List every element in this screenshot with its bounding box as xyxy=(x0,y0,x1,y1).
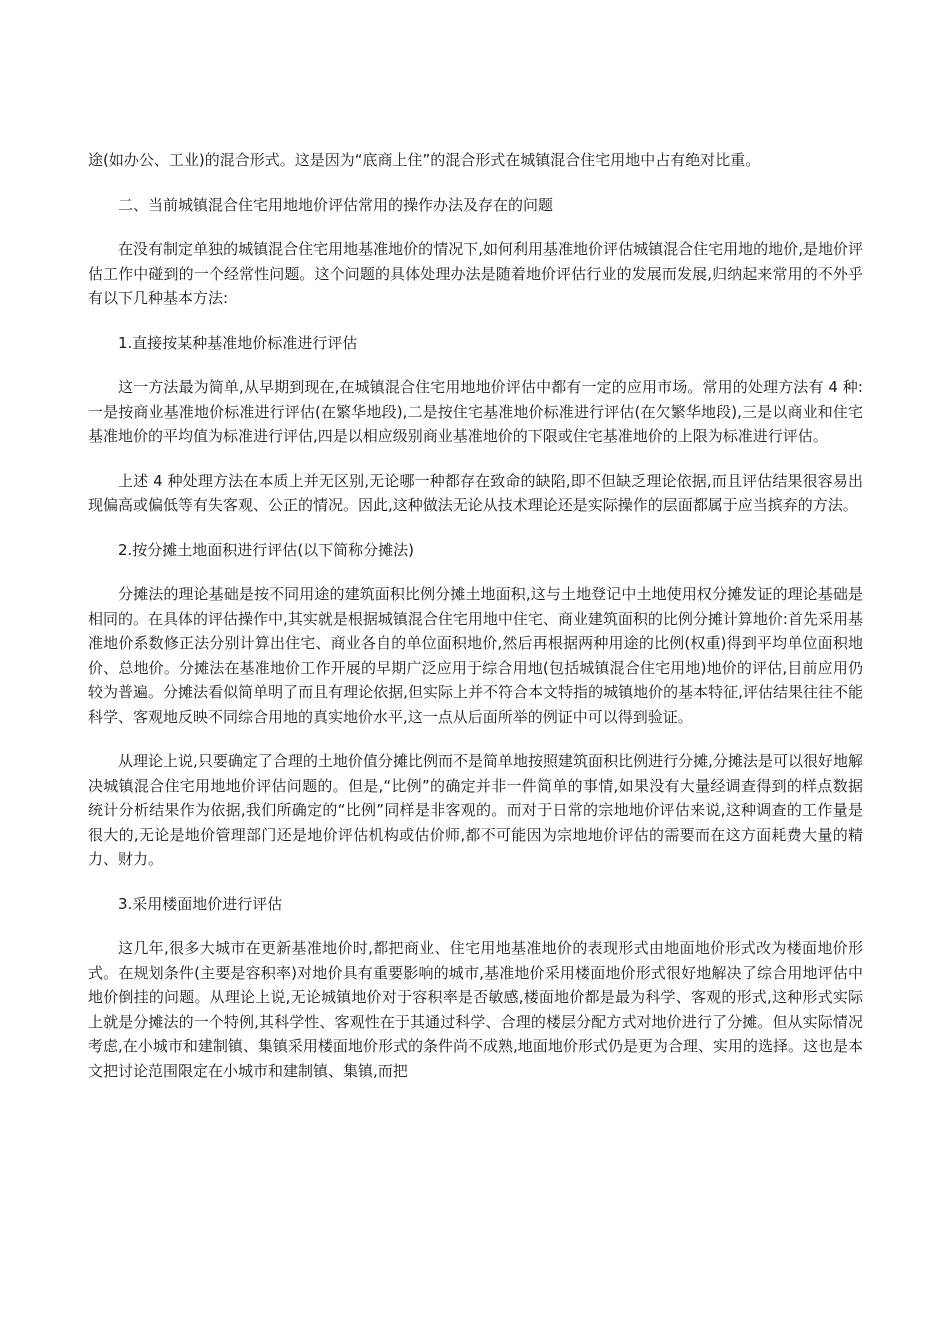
document-page xyxy=(88,148,863,1083)
subheading-method-1: 1.直接按某种基准地价标准进行评估 xyxy=(118,333,358,352)
paragraph-method-2-desc: 分摊法的理论基础是按不同用途的建筑面积比例分摊土地面积,这与土地登记中土地使用权分摊发证的理论基础是相同的。在具体的评估操作中,其实就是根据城镇混合住宅用地中住宅、商业建筑面积的比例分摊计算地价:首先采用基准地价系数修正法分别计算出住宅、商业各自的单位面积地价,然后再根据两种用途的比例(权重)得到平均单位面积地价、总地价。分摊法在基准地价工作开展的早期广泛应用于综合用地(包括城镇混合住宅用地)地价的评估,目前应用仍较为普遍。分摊法看似简单明了而且有理论依据,但实际上并不符合本文特指的城镇地价的基本特征,评估结果往往不能科学、客观地反映不同综合用地的真实地价水平,这一点从后面所举的例证中可以得到验证。 xyxy=(88,585,863,726)
paragraph-intro: 在没有制定单独的城镇混合住宅用地基准地价的情况下,如何利用基准地价评估城镇混合住宅用地的地价,是地价评估工作中碰到的一个经常性问题。这个问题的具体处理办法是随着地价评估行业的发展而发展,归纳起来常用的不外乎有以下几种基本方法: xyxy=(88,240,863,307)
subheading-method-3: 3.采用楼面地价进行评估 xyxy=(118,894,283,913)
section-heading-2: 二、当前城镇混合住宅用地地价评估常用的操作办法及存在的问题 xyxy=(118,195,554,214)
paragraph-method-3-desc: 这几年,很多大城市在更新基准地价时,都把商业、住宅用地基准地价的表现形式由地面地价形式改为楼面地价形式。在规划条件(主要是容积率)对地价具有重要影响的城市,基准地价采用楼面地价形式很好地解决了综合用地评估中地价倒挂的问题。从理论上说,无论城镇地价对于容积率是否敏感,楼面地价都是最为科学、客观的形式,这种形式实际上就是分摊法的一个特例,其科学性、客观性在于其通过科学、合理的楼层分配方式对地价进行了分摊。但从实际情况考虑,在小城市和建制镇、集镇采用楼面地价形式的条件尚不成熟,地面地价形式仍是更为合理、实用的选择。这也是本文把讨论范围限定在小城市和建制镇、集镇,而把 xyxy=(88,939,863,1080)
paragraph-method-2-critique: 从理论上说,只要确定了合理的土地价值分摊比例而不是简单地按照建筑面积比例进行分摊,分摊法是可以很好地解决城镇混合住宅用地地价评估问题的。但是,“比例”的确定并非一件简单的事情,如果没有大量经调查得到的样点数据统计分析结果作为依据,我们所确定的“比例”同样是非客观的。而对于日常的宗地地价评估来说,这种调查的工作量是很大的,无论是地价管理部门还是地价评估机构或估价师,都不可能因为宗地地价评估的需要而在这方面耗费大量的精力、财力。 xyxy=(88,752,863,868)
paragraph-continuation: 途(如办公、工业)的混合形式。这是因为“底商上住”的混合形式在城镇混合住宅用地中占有绝对比重。 xyxy=(88,151,761,169)
paragraph-method-1-critique: 上述 4 种处理方法在本质上并无区别,无论哪一种都存在致命的缺陷,即不但缺乏理论依据,而且评估结果很容易出现偏高或偏低等有失客观、公正的情况。因此,这种做法无论从技术理论还是实际操作的层面都属于应当摈弃的方法。 xyxy=(88,471,863,514)
subheading-method-2: 2.按分摊土地面积进行评估(以下简称分摊法) xyxy=(118,540,415,559)
paragraph-method-1-desc: 这一方法最为简单,从早期到现在,在城镇混合住宅用地地价评估中都有一定的应用市场。常用的处理方法有 4 种:一是按商业基准地价标准进行评估(在繁华地段),二是按住宅基准地价标准进行评估(在欠繁华地段),三是以商业和住宅基准地价的平均值为标准进行评估,四是以相应级别商业基准地价的下限或住宅基准地价的上限为标准进行评估。 xyxy=(88,378,863,445)
